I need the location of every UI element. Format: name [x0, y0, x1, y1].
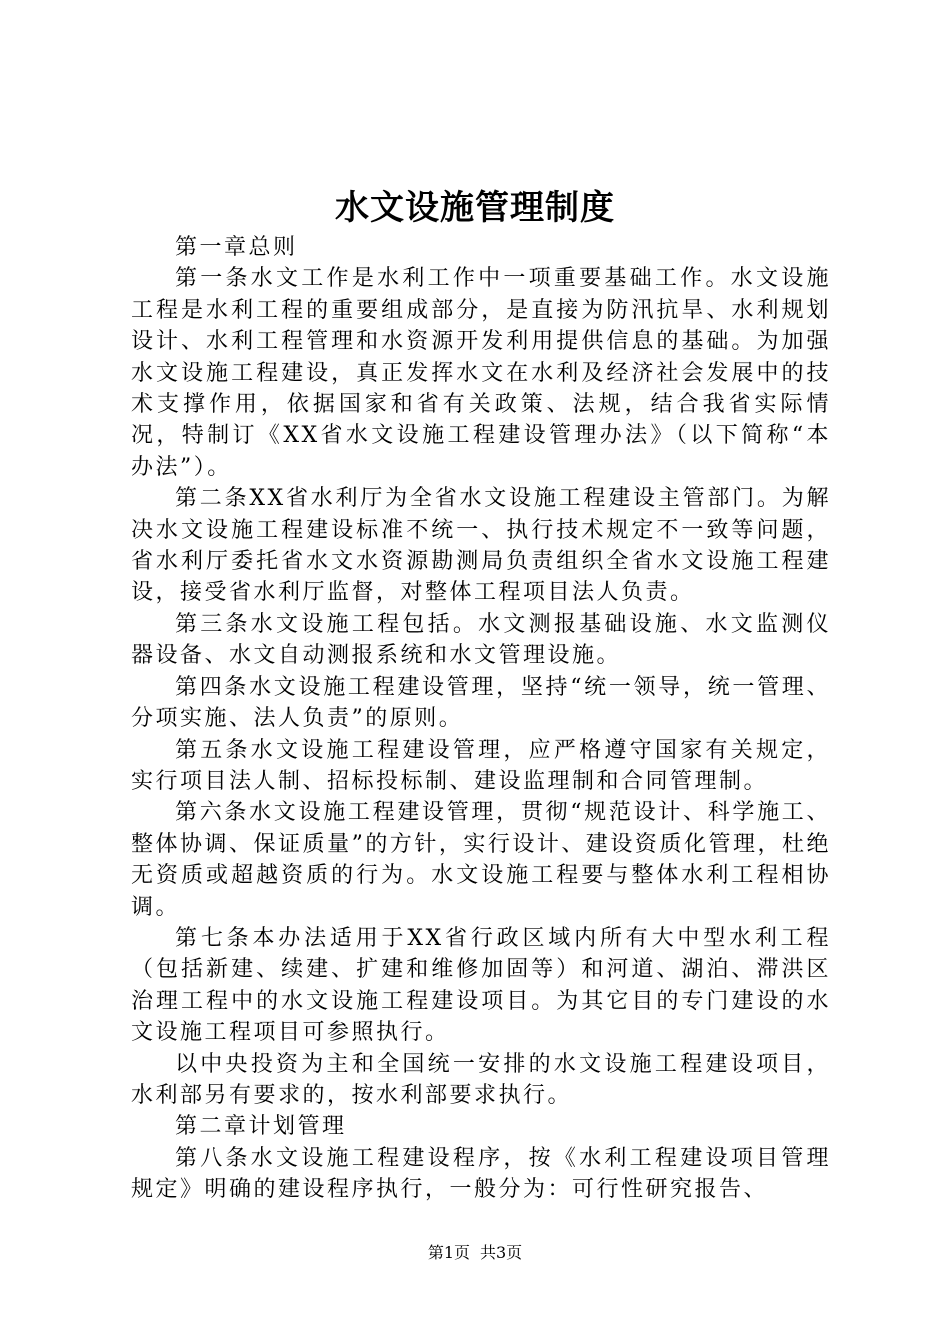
chapter-heading: 第二章计划管理 [175, 1114, 347, 1140]
body-paragraph: 第三条水文设施工程包括。水文测报基础设施、水文监测仪器设备、水文自动测报系统和水文管理设施。 [131, 611, 831, 669]
document-body [131, 232, 831, 1206]
document-title: 水文设施管理制度 [335, 188, 615, 228]
body-paragraph: 第八条水文设施工程建设程序，按《水利工程建设项目管理规定》明确的建设程序执行，一般分为：可行性研究报告、 [131, 1145, 831, 1203]
body-paragraph: 第七条本办法适用于XX省行政区域内所有大中型水利工程（包括新建、续建、扩建和维修加固等）和河道、湖泊、滞洪区治理工程中的水文设施工程建设项目。为其它目的专门建设的水文设施工程项目可参照执行。 [131, 925, 831, 1046]
chapter-heading: 第一章总则 [175, 235, 298, 260]
body-paragraph: 第一条水文工作是水利工作中一项重要基础工作。水文设施工程是水利工程的重要组成部分，是直接为防汛抗旱、水利规划设计、水利工程管理和水资源开发利用提供信息的基础。为加强水文设施工程建设，真正发挥水文在水利及经济社会发展中的技术支撑作用，依据国家和省有关政策、法规，结合我省实际情况，特制订《XX省水文设施工程建设管理办法》（以下简称“本办法”）。 [131, 266, 831, 480]
body-paragraph: 以中央投资为主和全国统一安排的水文设施工程建设项目，水利部另有要求的，按水利部要求执行。 [131, 1051, 831, 1108]
page-footer [0, 1241, 950, 1265]
body-paragraph: 第五条水文设施工程建设管理，应严格遵守国家有关规定，实行项目法人制、招标投标制、建设监理制和合同管理制。 [131, 737, 831, 794]
page-total: 共3页 [480, 1243, 523, 1262]
body-paragraph: 第六条水文设施工程建设管理，贯彻“规范设计、科学施工、整体协调、保证质量”的方针，实行设计、建设资质化管理，杜绝无资质或超越资质的行为。水文设施工程要与整体水利工程相协调。 [131, 800, 831, 920]
body-paragraph: 第四条水文设施工程建设管理，坚持“统一领导，统一管理、分项实施、法人负责”的原则。 [131, 674, 831, 732]
body-paragraph: 第二条XX省水利厅为全省水文设施工程建设主管部门。为解决水文设施工程建设标准不统一、执行技术规定不一致等问题，省水利厅委托省水文水资源勘测局负责组织全省水文设施工程建设，接受省水利厅监督，对整体工程项目法人负责。 [131, 486, 831, 606]
page-number: 第1页 [427, 1243, 470, 1262]
